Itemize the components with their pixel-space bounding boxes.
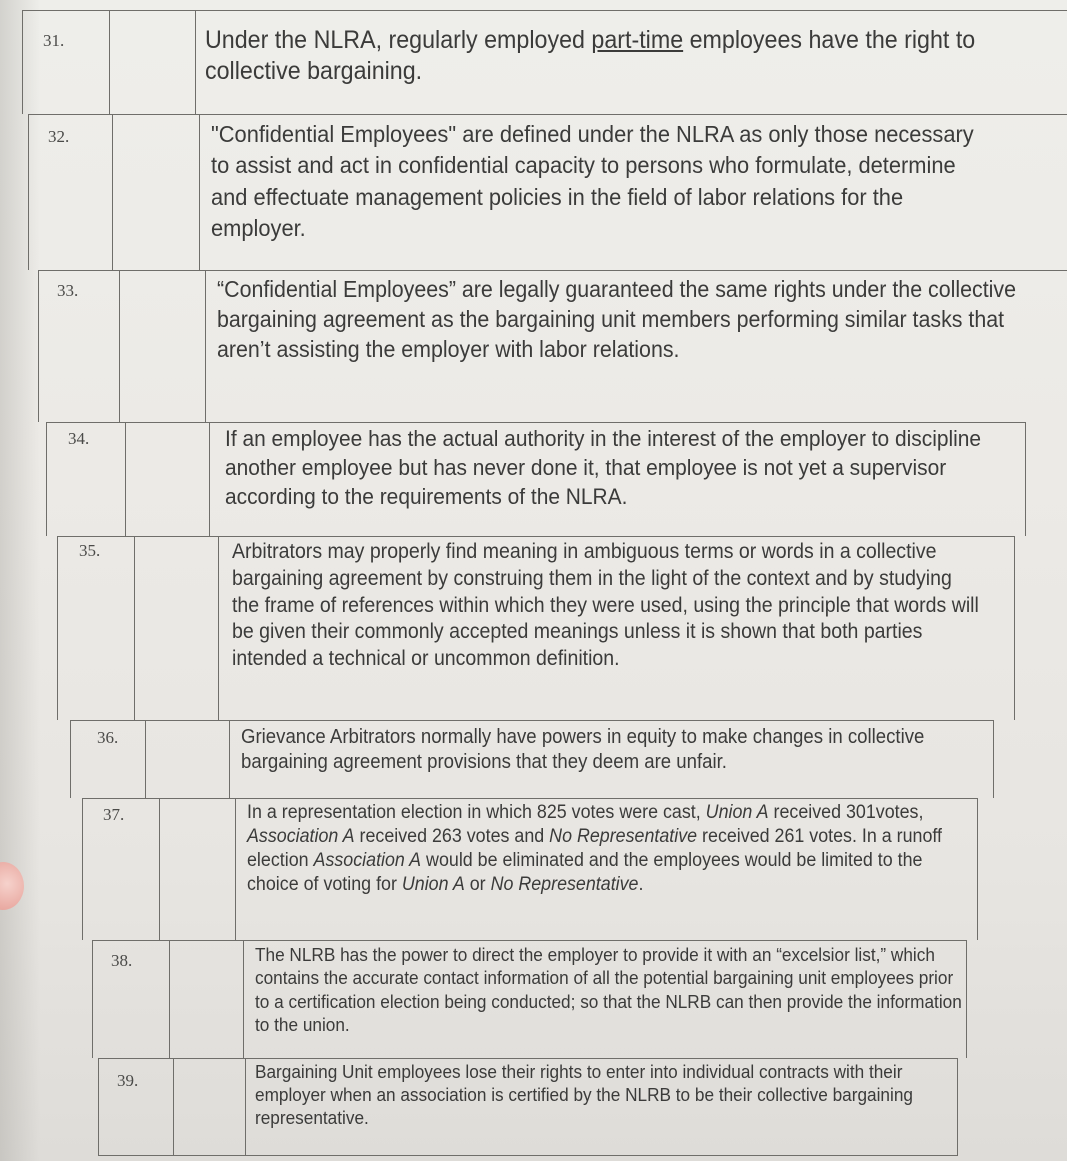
column-divider [245, 1059, 246, 1155]
column-divider [173, 1059, 174, 1155]
question-number: 35. [79, 541, 101, 560]
column-divider [243, 941, 244, 1058]
question-number: 33. [57, 281, 79, 300]
column-divider [169, 941, 170, 1058]
column-divider [134, 537, 135, 720]
question-number: 38. [111, 951, 133, 970]
column-divider [199, 115, 200, 270]
table-row [22, 10, 1067, 114]
question-text: If an employee has the actual authority in the interest of the employer to discipline another employee but has never done it, that employee is not yet a supervisor according to the requirements of the NLRA. [225, 426, 982, 509]
question-number: 31. [43, 31, 65, 50]
question-text: “Confidential Employees” are legally guaranteed the same rights under the collective bargaining agreement as the bargaining unit members performing similar tasks that aren’t assisting the employer with labor relations. [217, 276, 1017, 362]
table-row [70, 720, 994, 798]
column-divider [109, 11, 110, 114]
table-row [28, 114, 1067, 270]
column-divider [145, 721, 146, 798]
table-row [92, 940, 967, 1058]
column-divider [205, 271, 206, 422]
column-divider [229, 721, 230, 798]
table-row [82, 798, 978, 940]
question-number: 34. [68, 429, 90, 448]
column-divider [235, 799, 236, 940]
question-number: 32. [48, 127, 70, 146]
question-number: 39. [117, 1071, 139, 1090]
question-text: "Confidential Employees" are defined under the NLRA as only those necessary to assist and act in confidential capacity to persons who formulate, determine and effectuate management policies in the field of labor relations for the employer. [211, 121, 974, 241]
question-number: 37. [103, 805, 125, 824]
question-number: 36. [97, 728, 119, 747]
column-divider [209, 423, 210, 536]
table-row [46, 422, 1026, 536]
column-divider [112, 115, 113, 270]
column-divider [125, 423, 126, 536]
question-text: Grievance Arbitrators normally have powers in equity to make changes in collective bargaining agreement provisions that they deem are unfair. [241, 726, 925, 773]
question-text: Bargaining Unit employees lose their rights to enter into individual contracts with their employer when an association is certified by the NLRB to be their collective bargaining representative. [255, 1061, 913, 1128]
table-row [57, 536, 1015, 720]
column-divider [119, 271, 120, 422]
question-text: In a representation election in which 825 votes were cast, Union A received 301votes, Association A received 263 votes and No Representative received 261 votes. In a runoff election Association A would be eliminated and the employees would be limited to the choice of voting for Union A or No Representative. [247, 802, 943, 895]
question-text: Under the NLRA, regularly employed part-time employees have the right to collective bargaining. [205, 26, 976, 85]
table-row [98, 1058, 958, 1156]
column-divider [218, 537, 219, 720]
question-text: The NLRB has the power to direct the employer to provide it with an “excelsior list,” which contains the accurate contact information of all the potential bargaining unit employees prior to a certification election being conducted; so that the NLRB can then provide the information to the union. [255, 944, 962, 1035]
column-divider [195, 11, 196, 114]
question-text: Arbitrators may properly find meaning in ambiguous terms or words in a collective bargaining agreement by construing them in the light of the context and by studying the frame of references within which they were used, using the principle that words will be given their commonly accepted meanings unless it is shown that both parties intended a technical or uncommon definition. [232, 540, 979, 671]
table-row [38, 270, 1067, 422]
column-divider [159, 799, 160, 940]
